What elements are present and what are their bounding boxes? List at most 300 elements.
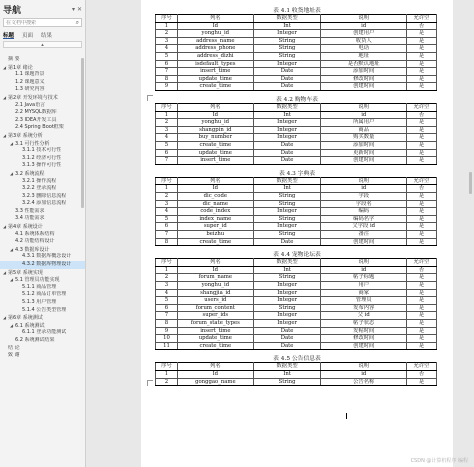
table-cell[interactable]: 是 bbox=[407, 30, 437, 38]
column-header: 说明 bbox=[321, 177, 407, 185]
table-cell[interactable]: 发布内容 bbox=[321, 304, 407, 312]
table-cell[interactable]: Date bbox=[253, 342, 321, 350]
table-cell[interactable]: Id bbox=[177, 266, 253, 274]
table-cell[interactable]: 9 bbox=[156, 327, 178, 335]
table-cell[interactable]: Date bbox=[253, 335, 321, 343]
table-cell[interactable]: isdefault_types bbox=[177, 60, 253, 68]
table-cell[interactable]: 父字段 id bbox=[321, 223, 407, 231]
table-cell[interactable]: 5 bbox=[156, 52, 178, 60]
table-cell[interactable]: 否 bbox=[407, 266, 437, 274]
table-cell[interactable]: 2 bbox=[156, 192, 178, 200]
table-cell[interactable]: 是 bbox=[407, 378, 437, 386]
table-cell[interactable]: address_phone bbox=[177, 45, 253, 53]
expand-triangle-icon[interactable]: ◢ bbox=[3, 64, 7, 70]
table-cell[interactable]: 1 bbox=[156, 185, 178, 193]
nav-heading-item[interactable] bbox=[0, 299, 85, 307]
table-cell[interactable]: 是 bbox=[407, 281, 437, 289]
nav-heading-item[interactable] bbox=[0, 178, 85, 186]
table-cell[interactable]: 商品 bbox=[321, 126, 407, 134]
table-cell[interactable]: 备注 bbox=[321, 230, 407, 238]
table-row bbox=[156, 200, 437, 208]
nav-heading-item[interactable] bbox=[0, 276, 85, 284]
table-cell[interactable]: update_time bbox=[177, 335, 253, 343]
table-cell[interactable]: 是 bbox=[407, 119, 437, 127]
table-cell[interactable]: 1 bbox=[156, 266, 178, 274]
table-cell[interactable]: 是 bbox=[407, 45, 437, 53]
table-cell[interactable]: String bbox=[253, 378, 321, 386]
table-cell[interactable]: update_time bbox=[177, 75, 253, 83]
expand-triangle-icon[interactable]: ◢ bbox=[10, 277, 14, 283]
nav-heading-item[interactable] bbox=[0, 102, 85, 110]
nav-heading-item[interactable] bbox=[0, 291, 85, 299]
table-cell[interactable]: super_ids bbox=[177, 312, 253, 320]
expand-triangle-icon[interactable]: ◢ bbox=[10, 322, 14, 328]
nav-heading-label: 5.1.3 用户管理 bbox=[22, 299, 57, 305]
table-cell[interactable]: 2 bbox=[156, 274, 178, 282]
table-cell[interactable]: 是 bbox=[407, 289, 437, 297]
table-cell[interactable]: 是否默认地址 bbox=[321, 60, 407, 68]
table-caption: 表 4.3 字典表 bbox=[278, 170, 316, 177]
table-cell[interactable]: Integer bbox=[253, 126, 321, 134]
table-cell[interactable]: Integer bbox=[253, 134, 321, 142]
table-cell[interactable]: Integer bbox=[253, 312, 321, 320]
table-cell[interactable]: 是 bbox=[407, 223, 437, 231]
nav-heading-item[interactable] bbox=[0, 223, 85, 231]
table-cell[interactable]: 否 bbox=[407, 370, 437, 378]
table-cell[interactable]: 1 bbox=[156, 22, 178, 30]
table-cell[interactable]: 创建时间 bbox=[321, 342, 407, 350]
table-cell[interactable]: 7 bbox=[156, 230, 178, 238]
table-cell[interactable]: Date bbox=[253, 327, 321, 335]
nav-heading-item[interactable] bbox=[0, 253, 85, 261]
table-cell[interactable]: 所属用户 bbox=[321, 119, 407, 127]
table-cell[interactable]: insert_time bbox=[177, 327, 253, 335]
table-row bbox=[156, 327, 437, 335]
expand-triangle-icon[interactable]: ◢ bbox=[3, 315, 7, 321]
expand-triangle-icon[interactable]: ◢ bbox=[3, 94, 7, 100]
navigation-pane bbox=[0, 0, 86, 467]
table-cell[interactable]: Integer bbox=[253, 297, 321, 305]
nav-heading-item[interactable] bbox=[0, 337, 85, 345]
table-cell[interactable]: 是 bbox=[407, 157, 437, 165]
table-cell[interactable]: Date bbox=[253, 149, 321, 157]
expand-triangle-icon[interactable]: ◢ bbox=[10, 246, 14, 252]
nav-heading-label: 1.1 课题背景 bbox=[15, 71, 45, 78]
table-row bbox=[156, 208, 437, 216]
nav-heading-label: 5.1.1 商品管理 bbox=[22, 283, 57, 290]
nav-title: 导航 bbox=[3, 5, 22, 16]
table-cell[interactable]: 是 bbox=[407, 68, 437, 76]
nav-heading-label: 3.2.2 登录流程 bbox=[22, 185, 57, 192]
table-row bbox=[156, 126, 437, 134]
column-header: 说明 bbox=[321, 104, 407, 112]
table-cell[interactable]: Date bbox=[253, 83, 321, 91]
table-cell[interactable]: 否 bbox=[407, 22, 437, 30]
table-cell[interactable]: 2 bbox=[156, 119, 178, 127]
table-cell[interactable]: buy_number bbox=[177, 134, 253, 142]
table-cell[interactable]: 5 bbox=[156, 297, 178, 305]
nav-scrollbar-thumb[interactable] bbox=[81, 58, 84, 208]
table-cell[interactable]: insert_time bbox=[177, 68, 253, 76]
table-cell[interactable]: 帖子标题 bbox=[321, 274, 407, 282]
table-cell[interactable]: 是 bbox=[407, 297, 437, 305]
table-cell[interactable]: 6 bbox=[156, 149, 178, 157]
nav-heading-item[interactable] bbox=[0, 124, 85, 132]
table-row bbox=[156, 37, 437, 45]
table-cell[interactable]: address_dizhi bbox=[177, 52, 253, 60]
table-cell[interactable]: 地址 bbox=[321, 52, 407, 60]
table-cell[interactable]: String bbox=[253, 200, 321, 208]
table-cell[interactable]: 帖子状态 bbox=[321, 319, 407, 327]
column-header: 允许空 bbox=[407, 177, 437, 185]
table-cell[interactable]: 是 bbox=[407, 141, 437, 149]
table-cell[interactable]: 是 bbox=[407, 149, 437, 157]
nav-heading-item[interactable] bbox=[0, 200, 85, 208]
table-cell[interactable]: 是 bbox=[407, 335, 437, 343]
close-icon[interactable]: ✕ bbox=[76, 5, 82, 13]
nav-heading-item[interactable] bbox=[0, 215, 85, 223]
table-cell[interactable]: Date bbox=[253, 238, 321, 246]
table-row bbox=[156, 312, 437, 320]
table-cell[interactable]: Date bbox=[253, 141, 321, 149]
table-cell[interactable]: 创建时间 bbox=[321, 238, 407, 246]
table-cell[interactable]: 7 bbox=[156, 312, 178, 320]
table-cell[interactable]: 是 bbox=[407, 342, 437, 350]
table-cell[interactable]: super_id bbox=[177, 223, 253, 231]
table-cell[interactable]: 是 bbox=[407, 134, 437, 142]
nav-heading-item[interactable] bbox=[0, 170, 85, 178]
table-cell[interactable]: Id bbox=[177, 111, 253, 119]
field-table bbox=[155, 177, 437, 246]
table-cell[interactable]: yonghu_id bbox=[177, 30, 253, 38]
nav-heading-item[interactable] bbox=[0, 307, 85, 315]
table-cell[interactable]: 是 bbox=[407, 126, 437, 134]
nav-heading-item[interactable] bbox=[0, 329, 85, 337]
tab-pages[interactable]: 页面 bbox=[22, 33, 34, 39]
table-cell[interactable]: 否 bbox=[407, 111, 437, 119]
table-row bbox=[156, 274, 437, 282]
nav-heading-item[interactable] bbox=[0, 147, 85, 155]
table-cell[interactable]: 是 bbox=[407, 52, 437, 60]
table-cell[interactable]: 是 bbox=[407, 304, 437, 312]
nav-heading-item[interactable] bbox=[0, 193, 85, 201]
nav-search-box[interactable] bbox=[3, 18, 82, 27]
table-cell[interactable]: 8 bbox=[156, 238, 178, 246]
table-cell[interactable]: Int bbox=[253, 22, 321, 30]
table-cell[interactable]: dic_name bbox=[177, 200, 253, 208]
nav-heading-item[interactable] bbox=[0, 345, 85, 353]
table-cell[interactable]: 5 bbox=[156, 141, 178, 149]
column-header: 列名 bbox=[177, 177, 253, 185]
table-cell[interactable]: 7 bbox=[156, 157, 178, 165]
table-cell[interactable]: Date bbox=[253, 157, 321, 165]
table-cell[interactable]: String bbox=[253, 45, 321, 53]
table-cell[interactable]: 7 bbox=[156, 68, 178, 76]
table-cell[interactable]: Integer bbox=[253, 281, 321, 289]
nav-heading-label: 4.3 数据库设计 bbox=[15, 246, 50, 253]
table-cell[interactable]: shangpin_id bbox=[177, 126, 253, 134]
table-header-row bbox=[156, 363, 437, 371]
column-header: 序号 bbox=[156, 259, 178, 267]
table-cell[interactable]: 购买数量 bbox=[321, 134, 407, 142]
table-cell[interactable]: Integer bbox=[253, 223, 321, 231]
table-cell[interactable]: 是 bbox=[407, 230, 437, 238]
table-cell[interactable]: yonghu_id bbox=[177, 119, 253, 127]
table-cell[interactable]: 2 bbox=[156, 30, 178, 38]
nav-heading-label: 第4章 系统设计 bbox=[8, 224, 43, 231]
chevron-down-icon[interactable]: ▾ bbox=[71, 5, 75, 13]
column-header: 数据类型 bbox=[253, 177, 321, 185]
table-cell[interactable]: Int bbox=[253, 185, 321, 193]
search-input[interactable] bbox=[6, 20, 66, 26]
nav-heading-item[interactable] bbox=[0, 185, 85, 193]
nav-heading-item[interactable] bbox=[0, 284, 85, 292]
nav-heading-label: 5.1 管理员功能实现 bbox=[15, 277, 60, 284]
table-cell[interactable]: 2 bbox=[156, 378, 178, 386]
table-cell[interactable]: id bbox=[321, 111, 407, 119]
table-cell[interactable]: 否 bbox=[407, 185, 437, 193]
table-cell[interactable]: Integer bbox=[253, 119, 321, 127]
table-cell[interactable]: 3 bbox=[156, 37, 178, 45]
table-cell[interactable]: beizhu bbox=[177, 230, 253, 238]
table-cell[interactable]: 1 bbox=[156, 370, 178, 378]
table-row bbox=[156, 30, 437, 38]
table-cell[interactable]: 编码名字 bbox=[321, 215, 407, 223]
expand-triangle-icon[interactable]: ◢ bbox=[3, 269, 7, 275]
nav-heading-item[interactable] bbox=[0, 86, 85, 94]
table-cell[interactable]: String bbox=[253, 274, 321, 282]
expand-triangle-icon[interactable]: ◢ bbox=[3, 132, 7, 138]
nav-heading-label: 3.2.1 操作流程 bbox=[22, 177, 57, 184]
table-cell[interactable]: 5 bbox=[156, 215, 178, 223]
table-cell[interactable]: 是 bbox=[407, 37, 437, 45]
table-cell[interactable]: 6 bbox=[156, 223, 178, 231]
table-cell[interactable]: 4 bbox=[156, 289, 178, 297]
table-cell[interactable]: index_name bbox=[177, 215, 253, 223]
field-table bbox=[155, 362, 437, 386]
nav-heading-item[interactable] bbox=[0, 56, 85, 64]
table-cell[interactable]: 创建时间 bbox=[321, 83, 407, 91]
table-cell[interactable]: 10 bbox=[156, 335, 178, 343]
table-cell[interactable]: 是 bbox=[407, 215, 437, 223]
table-cell[interactable]: 是 bbox=[407, 75, 437, 83]
table-cell[interactable]: 是 bbox=[407, 83, 437, 91]
table-cell[interactable]: 4 bbox=[156, 134, 178, 142]
table-cell[interactable]: shangjia_id bbox=[177, 289, 253, 297]
nav-heading-item[interactable] bbox=[0, 352, 85, 360]
document-scrollbar[interactable] bbox=[469, 2, 472, 422]
table-cell[interactable]: String bbox=[253, 52, 321, 60]
table-cell[interactable]: id bbox=[321, 185, 407, 193]
column-header: 列名 bbox=[177, 15, 253, 23]
table-cell[interactable]: code_index bbox=[177, 208, 253, 216]
table-cell[interactable]: 8 bbox=[156, 75, 178, 83]
table-cell[interactable]: 4 bbox=[156, 45, 178, 53]
table-cell[interactable]: Integer bbox=[253, 319, 321, 327]
table-cell[interactable]: users_id bbox=[177, 297, 253, 305]
table-cell[interactable]: dic_code bbox=[177, 192, 253, 200]
table-cell[interactable]: Id bbox=[177, 370, 253, 378]
nav-heading-item[interactable] bbox=[0, 155, 85, 163]
table-cell[interactable]: id bbox=[321, 370, 407, 378]
table-cell[interactable]: 6 bbox=[156, 60, 178, 68]
table-cell[interactable]: 电话 bbox=[321, 45, 407, 53]
table-cell[interactable]: address_name bbox=[177, 37, 253, 45]
table-row bbox=[156, 141, 437, 149]
nav-heading-item[interactable] bbox=[0, 94, 85, 102]
nav-heading-label: 6.2 系统测试结果 bbox=[15, 336, 55, 343]
table-cell[interactable]: 字段 bbox=[321, 192, 407, 200]
table-cell[interactable]: 是 bbox=[407, 274, 437, 282]
search-icon[interactable]: ⌕ bbox=[75, 18, 79, 26]
table-cell[interactable]: 是 bbox=[407, 312, 437, 320]
tab-results[interactable]: 结果 bbox=[41, 33, 53, 39]
table-cell[interactable]: forum_name bbox=[177, 274, 253, 282]
table-cell[interactable]: Date bbox=[253, 68, 321, 76]
table-cell[interactable]: forum_content bbox=[177, 304, 253, 312]
nav-heading-label: 6.1 系统测试 bbox=[15, 322, 45, 329]
nav-heading-item[interactable] bbox=[0, 162, 85, 170]
expand-triangle-icon[interactable]: ◢ bbox=[3, 224, 7, 230]
table-cell[interactable]: create_time bbox=[177, 342, 253, 350]
nav-heading-item[interactable] bbox=[0, 208, 85, 216]
table-cell[interactable]: 用户 bbox=[321, 281, 407, 289]
table-cell[interactable]: String bbox=[253, 230, 321, 238]
column-header: 序号 bbox=[156, 15, 178, 23]
expand-triangle-icon[interactable]: ◢ bbox=[10, 140, 14, 146]
table-cell[interactable]: 是 bbox=[407, 208, 437, 216]
table-cell[interactable]: Integer bbox=[253, 208, 321, 216]
table-row bbox=[156, 119, 437, 127]
nav-heading-item[interactable] bbox=[0, 322, 85, 330]
table-cell[interactable]: Id bbox=[177, 185, 253, 193]
nav-heading-item[interactable] bbox=[0, 140, 85, 148]
nav-heading-item[interactable] bbox=[0, 79, 85, 87]
table-caption: 表 4.1 收货地址表 bbox=[273, 8, 321, 14]
table-cell[interactable]: 字段名 bbox=[321, 200, 407, 208]
nav-header bbox=[0, 0, 85, 18]
table-cell[interactable]: 是 bbox=[407, 319, 437, 327]
table-cell[interactable]: 更新时间 bbox=[321, 149, 407, 157]
nav-heading-item[interactable] bbox=[0, 71, 85, 79]
table-cell[interactable]: 商家 bbox=[321, 289, 407, 297]
table-cell[interactable]: 是 bbox=[407, 327, 437, 335]
table-cell[interactable]: 3 bbox=[156, 281, 178, 289]
table-cell[interactable]: 编码 bbox=[321, 208, 407, 216]
table-cell[interactable]: 添加时间 bbox=[321, 68, 407, 76]
table-cell[interactable]: gonggao_name bbox=[177, 378, 253, 386]
table-cell[interactable]: 1 bbox=[156, 111, 178, 119]
table-cell[interactable]: 6 bbox=[156, 304, 178, 312]
table-row bbox=[156, 304, 437, 312]
expand-triangle-icon[interactable]: ◢ bbox=[10, 170, 14, 176]
nav-heading-item[interactable] bbox=[0, 109, 85, 117]
table-cell[interactable]: 管理员 bbox=[321, 297, 407, 305]
table-cell[interactable]: Int bbox=[253, 370, 321, 378]
table-cell[interactable]: forum_state_types bbox=[177, 319, 253, 327]
table-cell[interactable]: update_time bbox=[177, 149, 253, 157]
table-cell[interactable]: 11 bbox=[156, 342, 178, 350]
tab-headings[interactable]: 标题 bbox=[3, 33, 15, 39]
table-cell[interactable]: 是 bbox=[407, 192, 437, 200]
table-cell[interactable]: String bbox=[253, 37, 321, 45]
table-cell[interactable]: Int bbox=[253, 266, 321, 274]
table-cell[interactable]: 4 bbox=[156, 208, 178, 216]
table-cell[interactable]: create_time bbox=[177, 238, 253, 246]
table-cell[interactable]: String bbox=[253, 192, 321, 200]
table-cell[interactable]: 收货人 bbox=[321, 37, 407, 45]
nav-heading-item[interactable] bbox=[0, 231, 85, 239]
table-cell[interactable]: Integer bbox=[253, 60, 321, 68]
table-header-row bbox=[156, 259, 437, 267]
nav-heading-item[interactable] bbox=[0, 238, 85, 246]
nav-heading-label: 2.3 IDEA开发工具 bbox=[15, 116, 57, 123]
table-cell[interactable]: Integer bbox=[253, 289, 321, 297]
table-cell[interactable]: 发帖时间 bbox=[321, 327, 407, 335]
nav-heading-label: 第2章 开发环境与技术 bbox=[8, 94, 58, 101]
nav-heading-item[interactable] bbox=[0, 246, 85, 254]
table-cell[interactable]: yonghu_id bbox=[177, 281, 253, 289]
table-cell[interactable]: 创建用户 bbox=[321, 30, 407, 38]
document-scrollbar-thumb[interactable] bbox=[469, 172, 472, 194]
table-cell[interactable]: 8 bbox=[156, 319, 178, 327]
nav-heading-label: 4.2 功能结构设计 bbox=[15, 238, 55, 245]
table-cell[interactable]: 3 bbox=[156, 200, 178, 208]
table-cell[interactable]: 是 bbox=[407, 200, 437, 208]
table-cell[interactable]: Date bbox=[253, 75, 321, 83]
table-cell[interactable]: Integer bbox=[253, 30, 321, 38]
table-cell[interactable]: 修改时间 bbox=[321, 335, 407, 343]
table-cell[interactable]: 修改时间 bbox=[321, 75, 407, 83]
table-row bbox=[156, 22, 437, 30]
column-header: 序号 bbox=[156, 177, 178, 185]
nav-scrollbar[interactable] bbox=[81, 56, 84, 459]
table-cell[interactable]: create_time bbox=[177, 141, 253, 149]
table-cell[interactable]: Int bbox=[253, 111, 321, 119]
nav-heading-item[interactable] bbox=[0, 261, 85, 269]
table-cell[interactable]: 是 bbox=[407, 238, 437, 246]
table-cell[interactable]: 3 bbox=[156, 126, 178, 134]
table-row bbox=[156, 281, 437, 289]
table-row bbox=[156, 266, 437, 274]
column-header: 序号 bbox=[156, 363, 178, 371]
table-cell[interactable]: Id bbox=[177, 22, 253, 30]
nav-heading-item[interactable] bbox=[0, 132, 85, 140]
document-page[interactable] bbox=[141, 0, 453, 467]
table-cell[interactable]: insert_time bbox=[177, 157, 253, 165]
table-cell[interactable]: id bbox=[321, 22, 407, 30]
nav-heading-item[interactable] bbox=[0, 64, 85, 72]
table-row bbox=[156, 342, 437, 350]
table-cell[interactable]: 公告名称 bbox=[321, 378, 407, 386]
table-cell[interactable]: 父 id bbox=[321, 312, 407, 320]
nav-heading-item[interactable] bbox=[0, 117, 85, 125]
table-cell[interactable]: id bbox=[321, 266, 407, 274]
table-cell[interactable]: String bbox=[253, 215, 321, 223]
table-cell[interactable]: 是 bbox=[407, 60, 437, 68]
table-cell[interactable]: create_time bbox=[177, 83, 253, 91]
table-row bbox=[156, 45, 437, 53]
table-cell[interactable]: 添加时间 bbox=[321, 141, 407, 149]
table-row bbox=[156, 215, 437, 223]
table-cell[interactable]: String bbox=[253, 304, 321, 312]
nav-heading-item[interactable] bbox=[0, 269, 85, 277]
nav-heading-label: 致 谢 bbox=[8, 352, 20, 359]
nav-heading-item[interactable] bbox=[0, 314, 85, 322]
table-cell[interactable]: 创建时间 bbox=[321, 157, 407, 165]
table-cell[interactable]: 9 bbox=[156, 83, 178, 91]
collapse-up-icon[interactable]: ▴ bbox=[3, 41, 82, 48]
